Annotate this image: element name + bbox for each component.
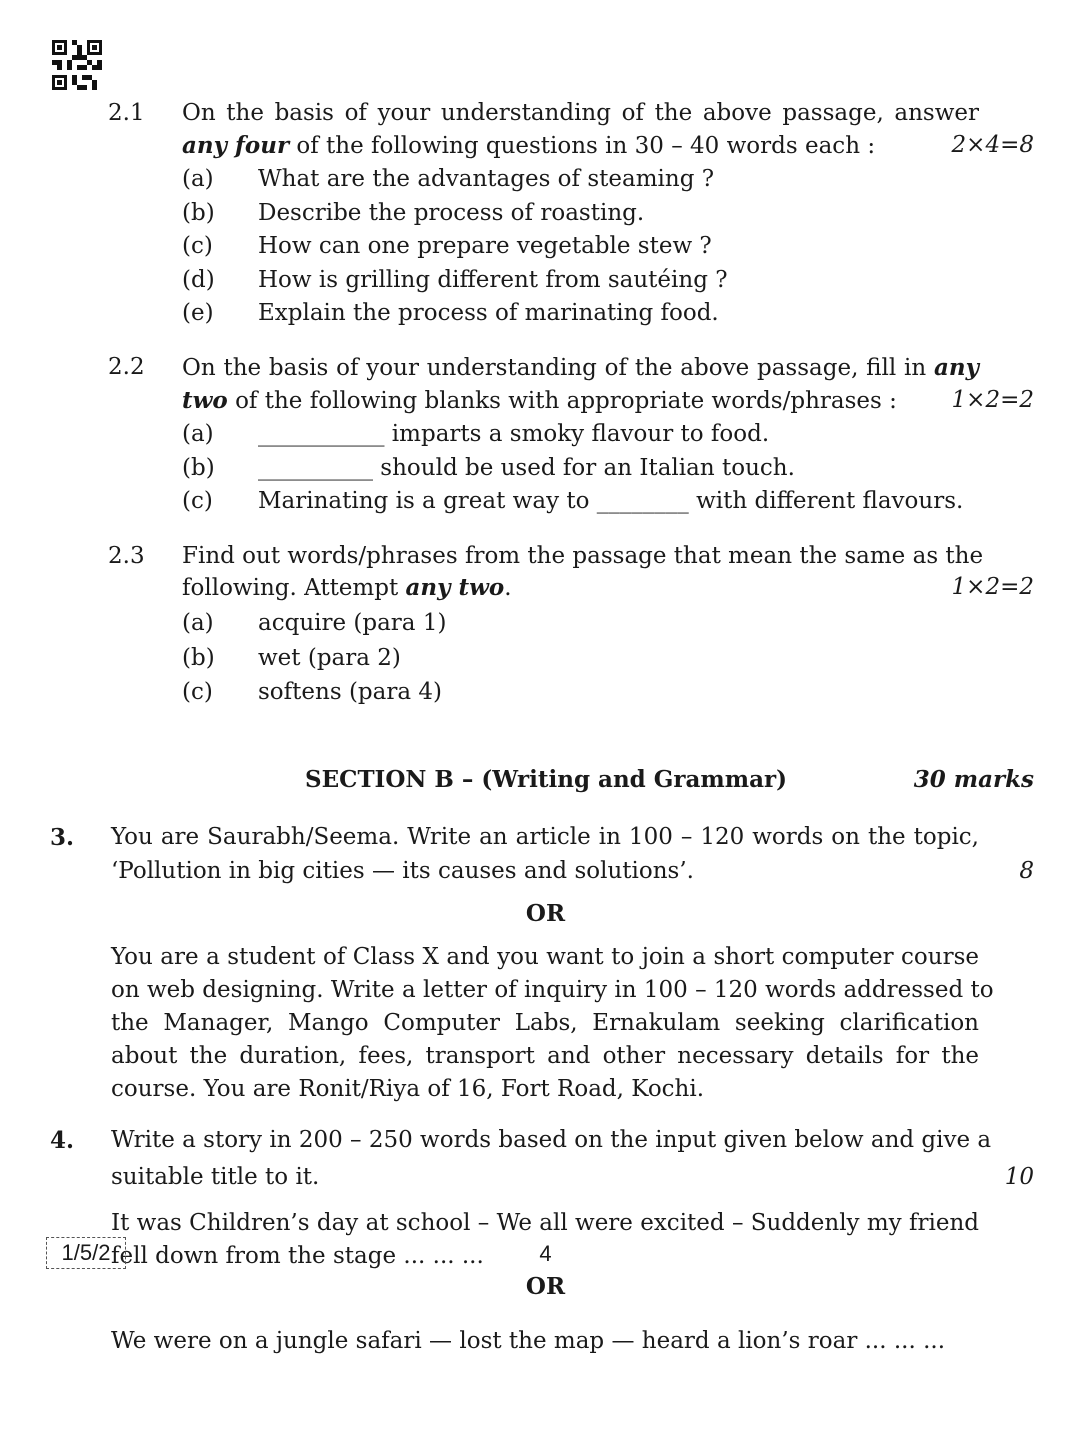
q22-item-text: __________ should be used for an Italian touch. (258, 454, 795, 481)
q22-item-label: (b) (182, 454, 215, 481)
q4-alt-prompt: We were on a jungle safari — lost the map — heard a lion’s roar ... ... ... (111, 1328, 946, 1354)
q21-item-label: (a) (182, 166, 214, 192)
page-number: 4 (539, 1241, 552, 1266)
q22-marks: 1×2=2 (951, 387, 1034, 413)
q23-item-text: acquire (para 1) (258, 610, 447, 636)
q21-item-label: (d) (182, 266, 215, 293)
paper-code: 1/5/2 (46, 1237, 126, 1269)
q23-line2: following. Attempt any two. (182, 574, 512, 601)
q22-line2: two of the following blanks with appropriate words/phrases : (182, 387, 897, 414)
q23-line1: Find out words/phrases from the passage that mean the same as the (182, 543, 984, 569)
q21-item-text: How can one prepare vegetable stew ? (258, 233, 712, 259)
q4-marks: 10 (1004, 1164, 1034, 1190)
q21-item-label: (e) (182, 300, 214, 326)
section-b-marks: 30 marks (913, 766, 1034, 793)
q21-item-label: (b) (182, 199, 215, 226)
q23-item-text: wet (para 2) (258, 644, 401, 671)
q3-or: OR (525, 900, 566, 927)
q3-line2: ‘Pollution in big cities — its causes and solutions’. (111, 858, 694, 884)
qr-code (52, 40, 102, 90)
q22-item-text: ___________ imparts a smoky flavour to food. (258, 421, 770, 447)
q21-line1: On the basis of your understanding of the above passage, answer (182, 100, 979, 126)
q22-item-text: Marinating is a great way to ________ with different flavours. (258, 488, 964, 514)
q23-item-label: (a) (182, 610, 214, 636)
q21-emphasis: any four (182, 132, 290, 159)
q21-line2: any four of the following questions in 30 – 40 words each : (182, 132, 876, 159)
q22-item-label: (c) (182, 488, 213, 514)
q21-marks: 2×4=8 (951, 132, 1034, 158)
q21-item-label: (c) (182, 233, 213, 259)
q22-item-label: (a) (182, 421, 214, 447)
q23-number: 2.3 (108, 543, 145, 569)
q23-item-label: (b) (182, 644, 215, 671)
q4-or: OR (525, 1273, 566, 1300)
q3-alternative: You are a student of Class X and you want to join a short computer course on web designing. Write a letter of inquiry in 100 – 120 words addressed to the Manager, Mango Computer Labs, Ernakulam seeking clarification about the duration, fees, transport and other necessary details for the course. You are Ronit/Riya of 16, Fort Road, Kochi. (111, 944, 994, 1102)
q21-number: 2.1 (108, 100, 145, 126)
q21-item-text: How is grilling different from sautéing ? (258, 266, 728, 293)
q23-item-label: (c) (182, 679, 213, 705)
q21-item-text: Describe the process of roasting. (258, 199, 645, 226)
q4-number: 4. (50, 1127, 75, 1154)
q3-line1: You are Saurabh/Seema. Write an article in 100 – 120 words on the topic, (111, 824, 979, 850)
q4-prompt: It was Children’s day at school – We all were excited – Suddenly my friend fell down from the stage ... ... ... (111, 1210, 979, 1269)
q4-line1: Write a story in 200 – 250 words based on the input given below and give a (111, 1127, 992, 1153)
q21-item-text: What are the advantages of steaming ? (258, 166, 715, 192)
q23-item-text: softens (para 4) (258, 679, 442, 705)
q23-marks: 1×2=2 (951, 574, 1034, 600)
q3-marks: 8 (1019, 858, 1034, 884)
q22-number: 2.2 (108, 354, 145, 380)
q22-line1: On the basis of your understanding of the above passage, fill in any (182, 354, 979, 381)
q4-line2: suitable title to it. (111, 1164, 320, 1190)
q3-number: 3. (50, 824, 75, 851)
section-b-title: SECTION B – (Writing and Grammar) (305, 766, 788, 793)
q21-item-text: Explain the process of marinating food. (258, 300, 719, 326)
